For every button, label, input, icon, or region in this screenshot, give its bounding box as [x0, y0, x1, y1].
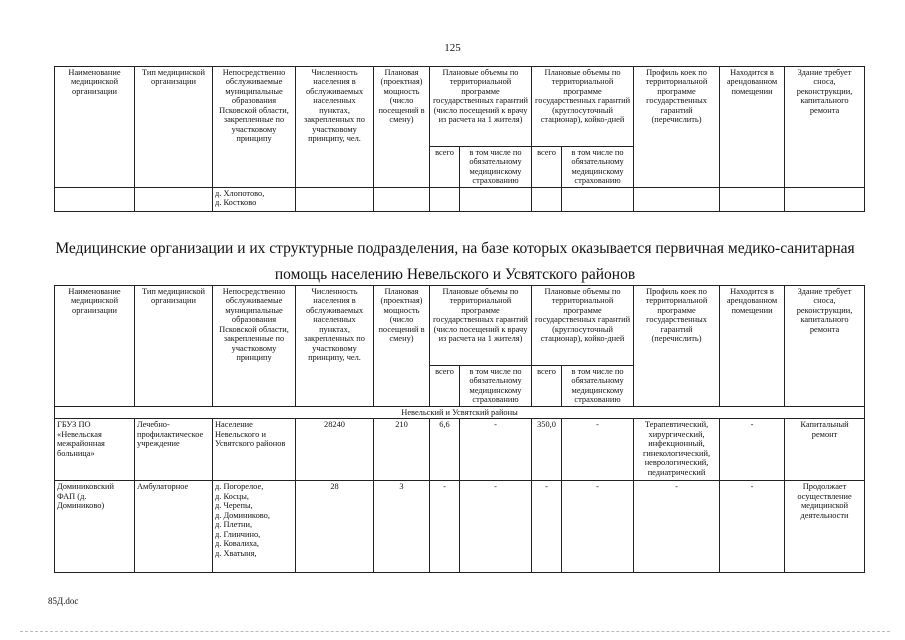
header-planned-bed-days: Плановые объемы по территориальной программе государственных гарантий (круглосуточный стационар), койко-дней [532, 286, 634, 366]
header-visits-total: всего [430, 366, 460, 407]
continuation-table [54, 66, 865, 212]
served-areas: д. Погорелое, д. Косцы, д. Черепы, д. Доминиково, д. Плетни, д. Глинчино, д. Ковалиха, д. Хватыня, [213, 481, 296, 573]
header-planned-bed-days: Плановые объемы по территориальной программе государственных гарантий (круглосуточный стационар), койко-дней [532, 67, 634, 147]
header-beds-total: всего [532, 147, 562, 188]
org-type: Амбулаторное [135, 481, 213, 573]
capacity-value: 210 [374, 419, 430, 481]
header-organization-type: Тип медицинской организации [135, 67, 213, 188]
header-population: Численность населения в обслуживаемых населенных пунктах, закрепленных по участковому принципу, чел. [296, 286, 374, 407]
header-bed-profile: Профиль коек по территориальной программе государственных гарантий (перечислить) [634, 67, 720, 188]
header-planned-visits: Плановые объемы по территориальной программе государственных гарантий (число посещений к врачу из расчета на 1 жителя) [430, 67, 532, 147]
header-served-areas: Непосредственно обслуживаемые муниципальные образования Псковской области, закрепленные по участковому принципу [213, 286, 296, 407]
rented-value: - [720, 481, 785, 573]
header-visits-oms: в том числе по обязательному медицинскому страхованию [460, 147, 532, 188]
header-visits-total: всего [430, 147, 460, 188]
page-edge-divider [20, 631, 890, 632]
file-name-footer: 85Д.doc [48, 596, 79, 606]
served-areas: Население Невельского и Усвятского районов [213, 419, 296, 481]
header-population: Численность населения в обслуживаемых населенных пунктах, закрепленных по участковому принципу, чел. [296, 67, 374, 188]
table-row [55, 419, 865, 481]
header-beds-oms: в том числе по обязательному медицинскому страхованию [562, 366, 634, 407]
section-heading: Медицинские организации и их структурные подразделения, на базе которых оказывается первичная медико-санитарная помощь населению Невельского и Усвятского районов [55, 240, 855, 283]
beds-oms-value: - [562, 481, 634, 573]
population-value: 28 [296, 481, 374, 573]
header-building-repair: Здание требует сноса, реконструкции, капитального ремонта [785, 67, 865, 188]
rented-value: - [720, 419, 785, 481]
repair-value: Капитальный ремонт [785, 419, 865, 481]
header-building-repair: Здание требует сноса, реконструкции, капитального ремонта [785, 286, 865, 407]
header-planned-visits: Плановые объемы по территориальной программе государственных гарантий (число посещений к врачу из расчета на 1 жителя) [430, 286, 532, 366]
bed-profile-value: - [634, 481, 720, 573]
org-type: Лечебно-профилактическое учреждение [135, 419, 213, 481]
visits-total-value: 6,6 [430, 419, 460, 481]
header-capacity: Плановая (проектная) мощность (число посещений в смену) [374, 286, 430, 407]
beds-total-value: - [532, 481, 562, 573]
header-organization-name: Наименование медицинской организации [55, 286, 135, 407]
header-rented-premises: Находится в арендованном помещении [720, 286, 785, 407]
visits-total-value: - [430, 481, 460, 573]
header-rented-premises: Находится в арендованном помещении [720, 67, 785, 188]
repair-value: Продолжает осуществление медицинской деятельности [785, 481, 865, 573]
org-name: Доминиковский ФАП (д. Доминиково) [55, 481, 135, 573]
population-value: 28240 [296, 419, 374, 481]
header-organization-type: Тип медицинской организации [135, 286, 213, 407]
page-number: 125 [444, 42, 461, 54]
served-areas-cell: д. Хлопотово, д. Костково [213, 187, 296, 211]
beds-oms-value: - [562, 419, 634, 481]
capacity-value: 3 [374, 481, 430, 573]
bed-profile-value: Терапевтический, хирургический, инфекционный, гинекологический, неврологический, педиатрический [634, 419, 720, 481]
organizations-table [54, 285, 865, 573]
header-beds-oms: в том числе по обязательному медицинскому страхованию [562, 147, 634, 188]
visits-oms-value: - [460, 481, 532, 573]
header-beds-total: всего [532, 366, 562, 407]
beds-total-value: 350,0 [532, 419, 562, 481]
visits-oms-value: - [460, 419, 532, 481]
header-served-areas: Непосредственно обслуживаемые муниципальные образования Псковской области, закрепленные по участковому принципу [213, 67, 296, 188]
header-organization-name: Наименование медицинской организации [55, 67, 135, 188]
header-bed-profile: Профиль коек по территориальной программе государственных гарантий (перечислить) [634, 286, 720, 407]
header-visits-oms: в том числе по обязательному медицинскому страхованию [460, 366, 532, 407]
table-row [55, 481, 865, 573]
table-row [55, 187, 865, 211]
section-row: Невельский и Усвятский районы [55, 406, 865, 418]
org-name: ГБУЗ ПО «Невельская межрайонная больница» [55, 419, 135, 481]
header-capacity: Плановая (проектная) мощность (число посещений в смену) [374, 67, 430, 188]
